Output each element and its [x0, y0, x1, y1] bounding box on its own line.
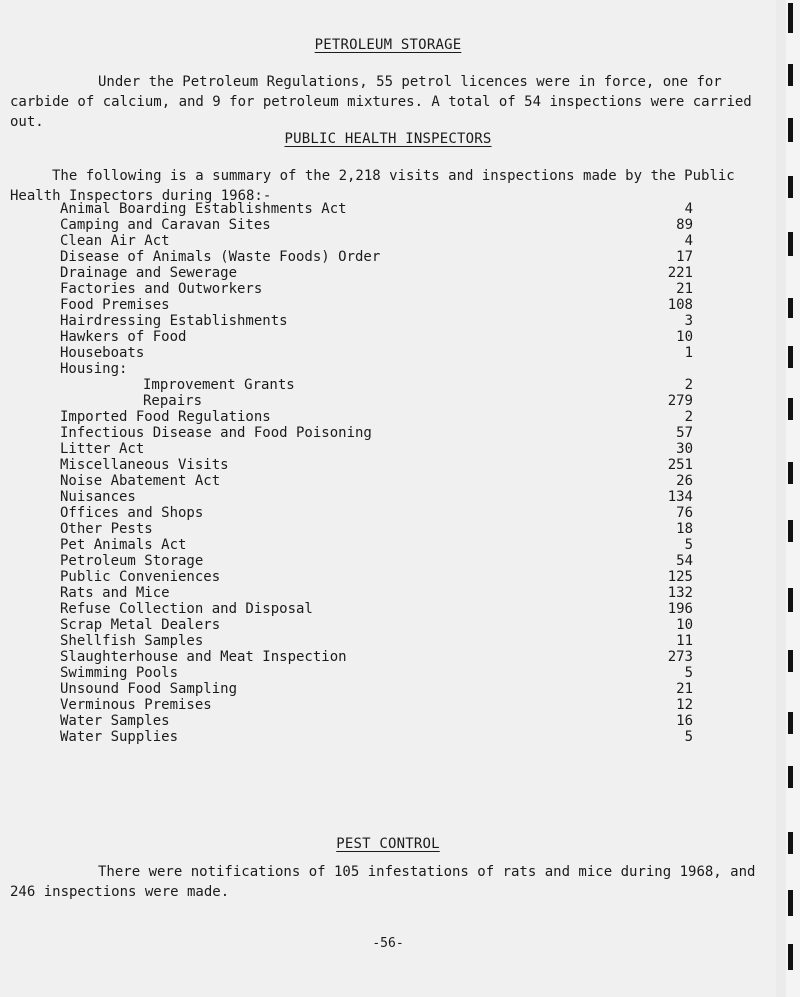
- row-value: 26: [676, 473, 693, 489]
- table-row: [60, 665, 720, 681]
- table-row: [60, 345, 720, 361]
- row-value: 5: [684, 665, 693, 681]
- row-label: Swimming Pools: [60, 665, 179, 681]
- row-value: 251: [667, 457, 693, 473]
- table-row: [60, 697, 720, 713]
- inspectors-heading-text: PUBLIC HEALTH INSPECTORS: [284, 131, 492, 147]
- edge-mark: [788, 766, 793, 788]
- table-row: [60, 489, 720, 505]
- row-label: Miscellaneous Visits: [60, 457, 229, 473]
- row-label: Verminous Premises: [60, 697, 212, 713]
- row-label: Factories and Outworkers: [60, 281, 263, 297]
- row-label: Nuisances: [60, 489, 136, 505]
- table-row: [60, 425, 720, 441]
- row-value: 10: [676, 329, 693, 345]
- row-value: 57: [676, 425, 693, 441]
- page-number: -56-: [372, 936, 404, 951]
- row-value: 18: [676, 521, 693, 537]
- row-value: 11: [676, 633, 693, 649]
- pest-paragraph: There were notifications of 105 infestations of rats and mice during 1968, and 246 inspections were made.: [10, 864, 756, 900]
- row-value: 5: [684, 729, 693, 745]
- row-value: 1: [684, 345, 693, 361]
- row-label: Houseboats: [60, 345, 145, 361]
- row-label: Disease of Animals (Waste Foods) Order: [60, 249, 381, 265]
- row-value: 76: [676, 505, 693, 521]
- row-label: Public Conveniences: [60, 569, 221, 585]
- table-row: [60, 713, 720, 729]
- row-value: 108: [667, 297, 693, 313]
- table-row: [60, 457, 720, 473]
- table-row: [60, 297, 720, 313]
- table-row: [60, 441, 720, 457]
- row-value: 2: [684, 409, 693, 425]
- row-label: Water Supplies: [60, 729, 179, 745]
- edge-mark: [788, 176, 793, 198]
- row-label: Imported Food Regulations: [60, 409, 271, 425]
- row-label: Offices and Shops: [60, 505, 204, 521]
- edge-mark: [788, 3, 793, 33]
- edge-mark: [788, 520, 793, 542]
- row-value: 30: [676, 441, 693, 457]
- row-label: Rats and Mice: [60, 585, 170, 601]
- table-row: [60, 537, 720, 553]
- row-label: Animal Boarding Establishments Act: [60, 201, 347, 217]
- table-row: [60, 409, 720, 425]
- row-label: Other Pests: [60, 521, 153, 537]
- row-value: 89: [676, 217, 693, 233]
- edge-mark: [788, 832, 793, 854]
- row-value: 17: [676, 249, 693, 265]
- edge-mark: [788, 462, 793, 484]
- table-row: [60, 201, 720, 217]
- petroleum-paragraph: Under the Petroleum Regulations, 55 petrol licences were in force, one for carbide of calcium, and 9 for petroleum mixtures. A total of 54 inspections were carried out.: [10, 74, 752, 130]
- table-row: [60, 217, 720, 233]
- row-label: Shellfish Samples: [60, 633, 204, 649]
- table-row: [60, 393, 720, 409]
- row-label: Petroleum Storage: [60, 553, 204, 569]
- row-label: Litter Act: [60, 441, 145, 457]
- edge-mark: [788, 650, 793, 672]
- edge-mark: [788, 118, 793, 142]
- table-row: [60, 377, 720, 393]
- row-value: 134: [667, 489, 693, 505]
- row-value: 125: [667, 569, 693, 585]
- edge-mark: [788, 298, 793, 318]
- table-row: [60, 249, 720, 265]
- petroleum-heading-text: PETROLEUM STORAGE: [314, 37, 462, 53]
- inspectors-heading: [0, 131, 776, 147]
- row-value: 21: [676, 681, 693, 697]
- row-label: Water Samples: [60, 713, 170, 729]
- edge-mark: [788, 232, 793, 256]
- row-label: Housing:: [60, 361, 128, 377]
- row-label: Hairdressing Establishments: [60, 313, 288, 329]
- row-label: Hawkers of Food: [60, 329, 187, 345]
- table-row: [60, 553, 720, 569]
- row-value: 279: [667, 393, 693, 409]
- table-row: [60, 601, 720, 617]
- row-label: Improvement Grants: [143, 377, 295, 393]
- table-row: [60, 521, 720, 537]
- petroleum-heading: [0, 37, 776, 53]
- edge-mark: [788, 712, 793, 734]
- edge-mark: [788, 64, 793, 86]
- row-value: 196: [667, 601, 693, 617]
- row-label: Unsound Food Sampling: [60, 681, 238, 697]
- table-row: [60, 473, 720, 489]
- row-value: 221: [667, 265, 693, 281]
- row-label: Food Premises: [60, 297, 170, 313]
- row-value: 2: [684, 377, 693, 393]
- row-label: Repairs: [143, 393, 203, 409]
- table-row: [60, 633, 720, 649]
- table-row: [60, 265, 720, 281]
- table-row: [60, 361, 720, 377]
- table-row: [60, 681, 720, 697]
- row-label: Pet Animals Act: [60, 537, 187, 553]
- row-label: Refuse Collection and Disposal: [60, 601, 313, 617]
- inspection-summary-table: [60, 201, 720, 745]
- row-label: Camping and Caravan Sites: [60, 217, 271, 233]
- row-value: 12: [676, 697, 693, 713]
- table-row: [60, 617, 720, 633]
- edge-mark: [788, 398, 793, 420]
- edge-mark: [788, 588, 793, 612]
- edge-mark: [788, 944, 793, 970]
- row-value: 3: [684, 313, 693, 329]
- row-label: Noise Abatement Act: [60, 473, 221, 489]
- table-row: [60, 313, 720, 329]
- row-value: 132: [667, 585, 693, 601]
- table-row: [60, 729, 720, 745]
- row-value: 4: [684, 233, 693, 249]
- table-row: [60, 569, 720, 585]
- row-label: Scrap Metal Dealers: [60, 617, 221, 633]
- inspectors-paragraph: The following is a summary of the 2,218 visits and inspections made by the Public Health Inspectors during 1968:-: [10, 168, 735, 204]
- row-label: Clean Air Act: [60, 233, 170, 249]
- row-value: 54: [676, 553, 693, 569]
- table-row: [60, 505, 720, 521]
- table-row: [60, 281, 720, 297]
- table-row: [60, 585, 720, 601]
- row-value: 273: [667, 649, 693, 665]
- edge-mark: [788, 890, 793, 916]
- table-row: [60, 233, 720, 249]
- row-value: 4: [684, 201, 693, 217]
- pest-heading: [0, 836, 776, 852]
- row-value: 5: [684, 537, 693, 553]
- row-value: 21: [676, 281, 693, 297]
- row-label: Drainage and Sewerage: [60, 265, 238, 281]
- table-row: [60, 329, 720, 345]
- pest-heading-text: PEST CONTROL: [336, 836, 440, 852]
- row-label: Infectious Disease and Food Poisoning: [60, 425, 372, 441]
- row-label: Slaughterhouse and Meat Inspection: [60, 649, 347, 665]
- row-value: 16: [676, 713, 693, 729]
- table-row: [60, 649, 720, 665]
- edge-mark: [788, 346, 793, 368]
- row-value: 10: [676, 617, 693, 633]
